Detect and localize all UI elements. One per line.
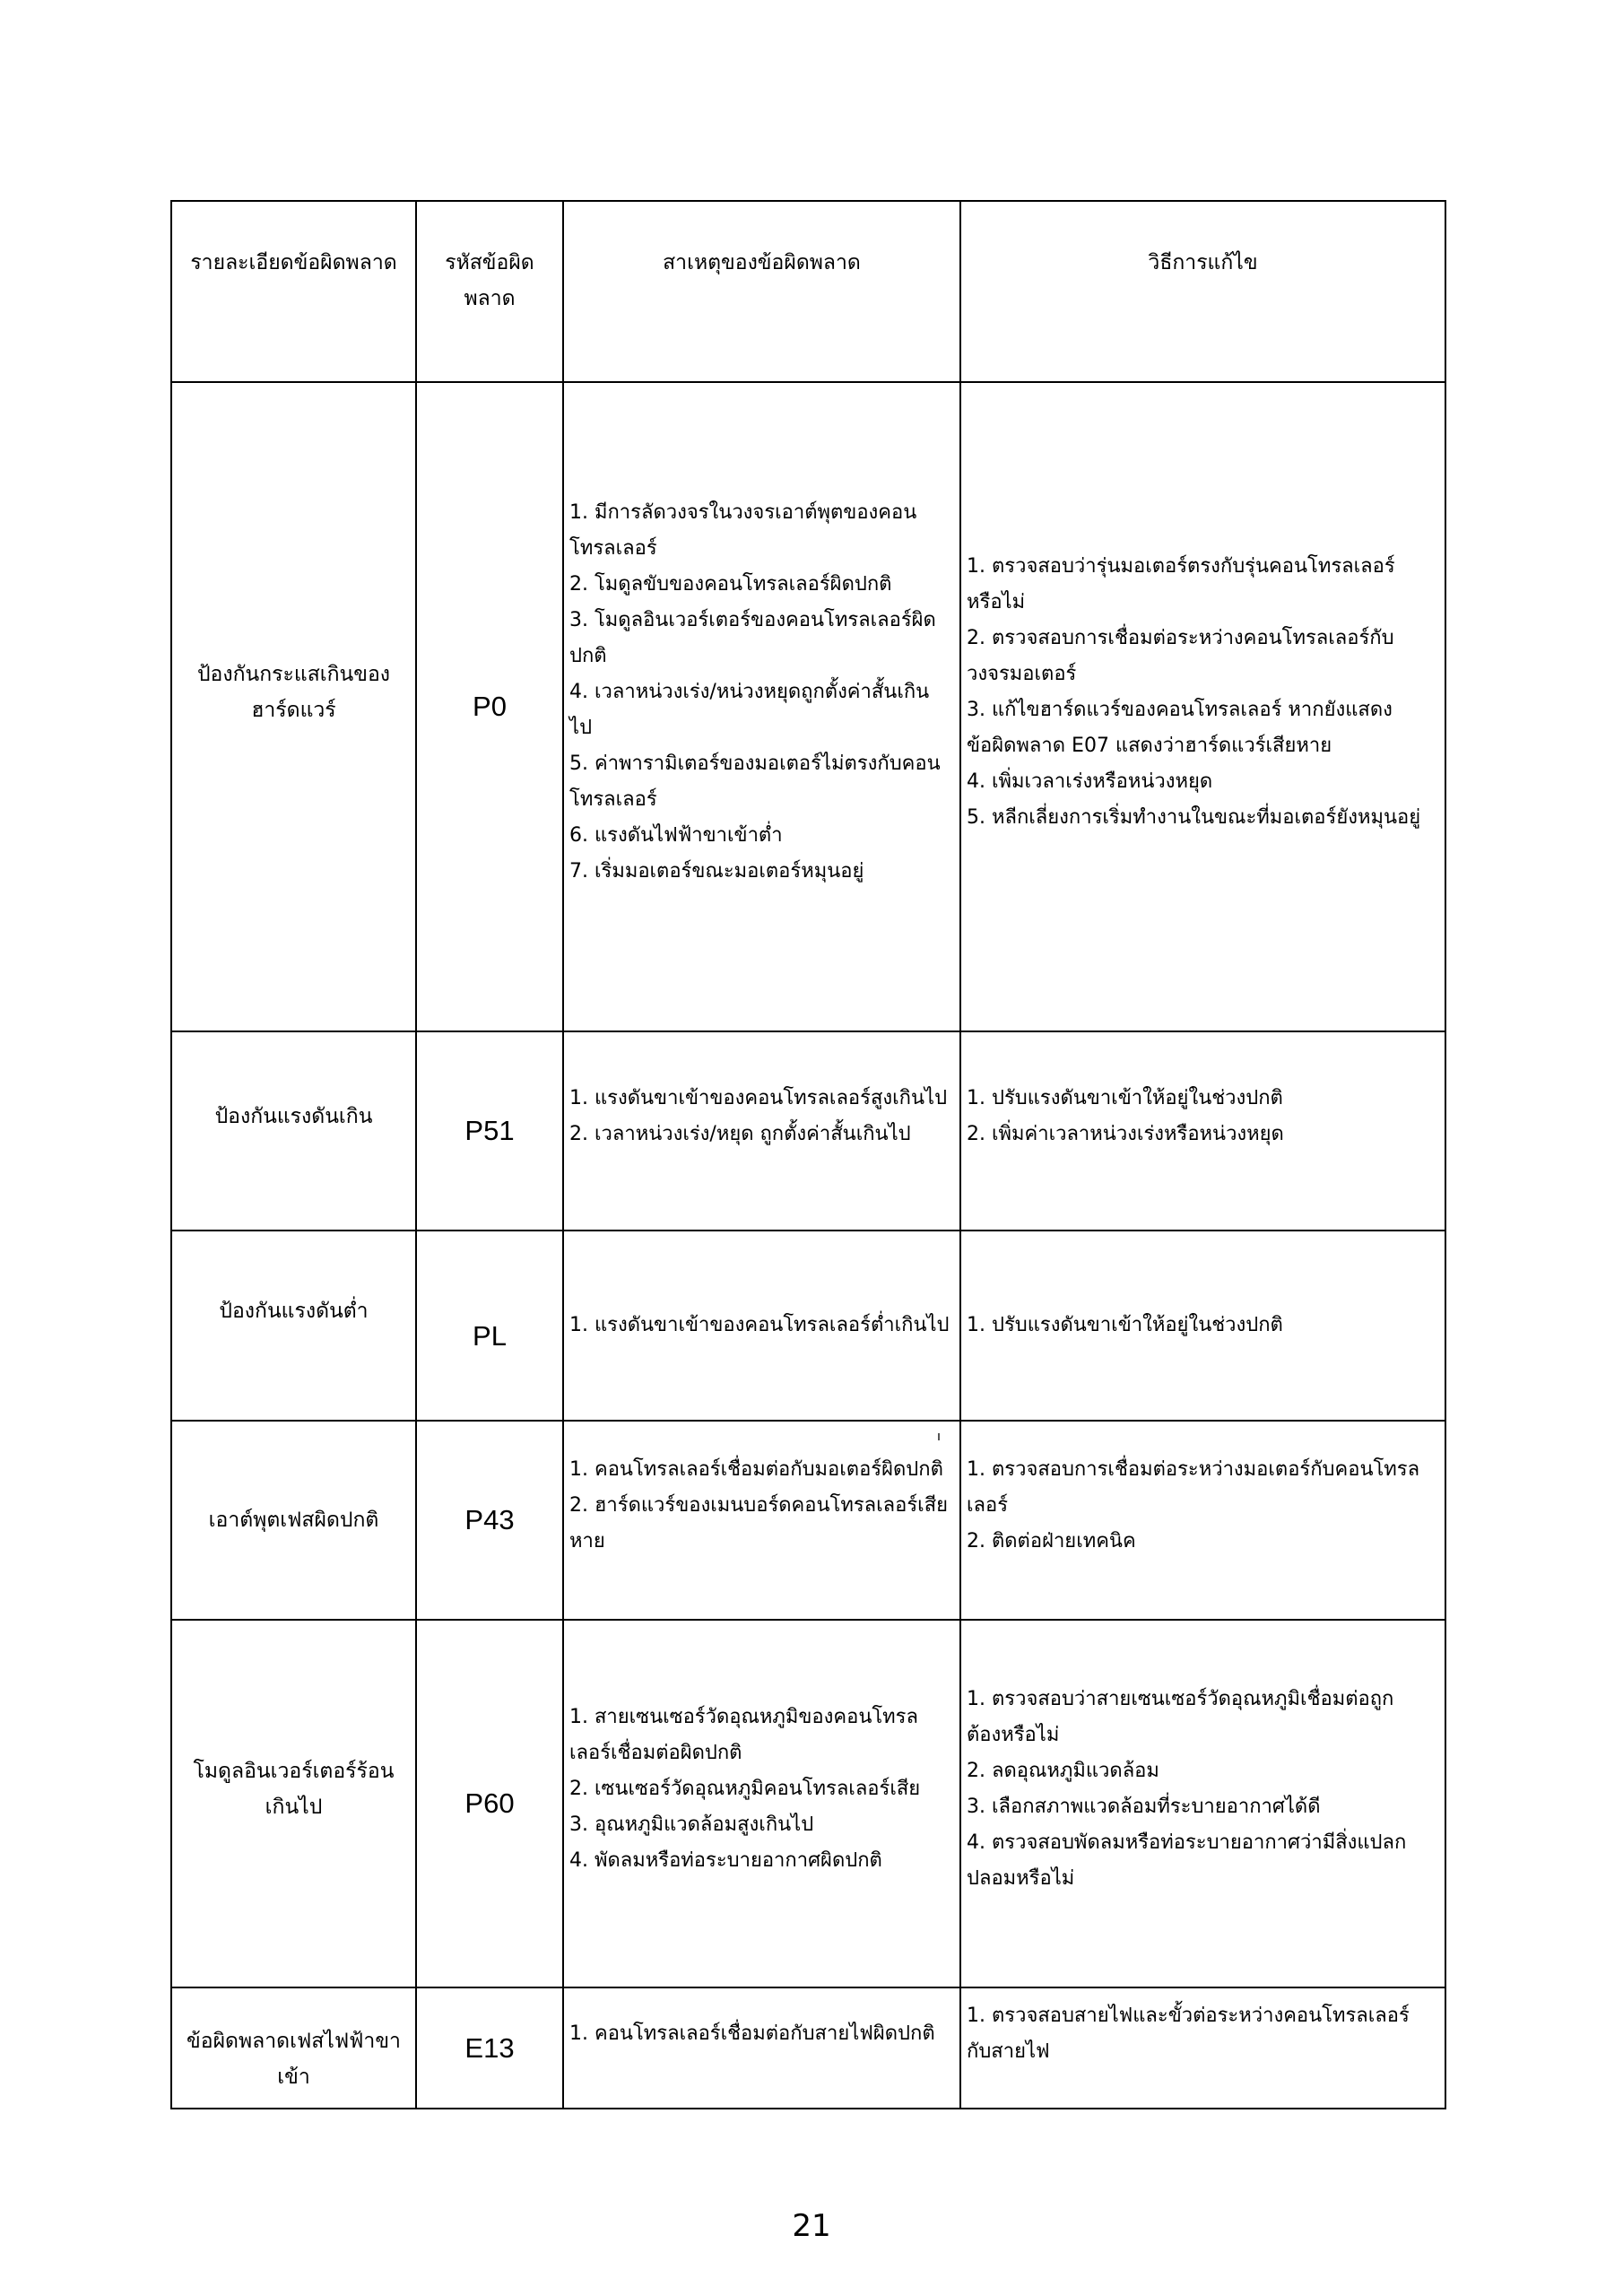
error-description: ป้องกันแรงดันต่ำ: [219, 1300, 369, 1323]
solution-line: หรือไม่: [967, 591, 1026, 613]
solution-list: [967, 1998, 1441, 2070]
table-row: [171, 382, 1445, 1031]
cause-line: 1. คอนโทรลเลอร์เชื่อมต่อกับมอเตอร์ผิดปกติ: [569, 1458, 943, 1481]
error-code: P51: [464, 1115, 515, 1146]
table-row: [171, 1421, 1445, 1620]
solution-line: 4. เพิ่มเวลาเร่งหรือหน่วงหยุด: [967, 770, 1213, 793]
solution-cell: [960, 1231, 1445, 1421]
cause-line: 6. แรงดันไฟฟ้าขาเข้าต่ำ: [569, 824, 783, 847]
error-description: โมดูลอินเวอร์เตอร์ร้อนเกินไป: [193, 1760, 395, 1819]
solution-line: 2. ตรวจสอบการเชื่อมต่อระหว่างคอนโทรลเลอร์กับ: [967, 627, 1394, 649]
cause-line: 5. ค่าพารามิเตอร์ของมอเตอร์ไม่ตรงกับคอน: [569, 752, 941, 775]
solution-line: 1. ตรวจสอบการเชื่อมต่อระหว่างมอเตอร์กับคอนโทรล: [967, 1458, 1420, 1481]
solution-line: กับสายไฟ: [967, 2039, 1050, 2063]
cause-cell: [563, 1987, 960, 2109]
solution-line: 2. เพิ่มค่าเวลาหน่วงเร่งหรือหน่วงหยุด: [967, 1123, 1284, 1145]
cause-line: 2. เวลาหน่วงเร่ง/หยุด ถูกตั้งค่าสั้นเกินไป: [569, 1123, 911, 1145]
solution-cell: [960, 1421, 1445, 1620]
stray-mark: [938, 1433, 940, 1440]
error-code: P43: [464, 1504, 515, 1535]
solution-line: 2. ติดต่อฝ่ายเทคนิค: [967, 1530, 1136, 1552]
cause-cell: [563, 1031, 960, 1231]
header-code: [416, 201, 563, 382]
solution-line: 3. แก้ไขฮาร์ดแวร์ของคอนโทรลเลอร์ หากยังแสดง: [967, 699, 1393, 721]
error-code-cell: [416, 1421, 563, 1620]
header-cause: สาเหตุของข้อผิดพลาด: [563, 201, 960, 382]
solution-cell: [960, 1987, 1445, 2109]
table-row: [171, 1031, 1445, 1231]
solution-line: ปลอมหรือไม่: [967, 1867, 1075, 1890]
solution-line: วงจรมอเตอร์: [967, 663, 1077, 685]
cause-list: [569, 495, 956, 890]
table-header-row: [171, 201, 1445, 382]
solution-cell: [960, 1031, 1445, 1231]
error-description-cell: [171, 382, 416, 1031]
error-code: PL: [473, 1320, 507, 1352]
solution-line: 4. ตรวจสอบพัดลมหรือท่อระบายอากาศว่ามีสิ่งแปลก: [967, 1831, 1407, 1854]
cause-line: เลอร์เชื่อมต่อผิดปกติ: [569, 1742, 742, 1764]
solution-line: ต้องหรือไม่: [967, 1724, 1060, 1746]
cause-line: หาย: [569, 1530, 605, 1552]
cause-line: โทรลเลอร์: [569, 788, 657, 811]
solution-cell: [960, 382, 1445, 1031]
cause-line: 2. เซนเซอร์วัดอุณหภูมิคอนโทรลเลอร์เสีย: [569, 1778, 921, 1800]
error-code-cell: [416, 1231, 563, 1421]
error-code: E13: [464, 2031, 515, 2064]
error-description: เอาต์พุตเฟสผิดปกติ: [208, 1509, 379, 1532]
solution-line: 1. ตรวจสอบว่ารุ่นมอเตอร์ตรงกับรุ่นคอนโทรลเลอร์: [967, 555, 1395, 578]
error-code-table: [170, 200, 1446, 2109]
page-number: 21: [792, 2208, 831, 2244]
solution-list: [967, 1081, 1441, 1152]
error-code-cell: [416, 1031, 563, 1231]
error-description-cell: [171, 1231, 416, 1421]
table-row: [171, 1620, 1445, 1987]
solution-list: [967, 1308, 1441, 1344]
solution-line: 1. ปรับแรงดันขาเข้าให้อยู่ในช่วงปกติ: [967, 1087, 1283, 1109]
cause-line: โทรลเลอร์: [569, 537, 657, 560]
error-code: P0: [473, 691, 507, 722]
cause-line: 7. เริ่มมอเตอร์ขณะมอเตอร์หมุนอยู่: [569, 860, 864, 883]
error-code-cell: [416, 1620, 563, 1987]
cause-line: 3. อุณหภูมิแวดล้อมสูงเกินไป: [569, 1813, 814, 1836]
cause-line: 2. ฮาร์ดแวร์ของเมนบอร์ดคอนโทรลเลอร์เสีย: [569, 1494, 949, 1517]
cause-line: 2. โมดูลขับของคอนโทรลเลอร์ผิดปกติ: [569, 573, 892, 596]
header-description: รายละเอียดข้อผิดพลาด: [171, 201, 416, 382]
error-code-cell: [416, 382, 563, 1031]
cause-line: 1. แรงดันขาเข้าของคอนโทรลเลอร์ต่ำเกินไป: [569, 1314, 950, 1336]
cause-cell: [563, 1620, 960, 1987]
cause-list: [569, 1700, 956, 1879]
cause-cell: [563, 1421, 960, 1620]
solution-list: [967, 1682, 1441, 1897]
solution-line: 1. ตรวจสอบว่าสายเซนเซอร์วัดอุณหภูมิเชื่อมต่อถูก: [967, 1688, 1394, 1710]
solution-line: 1. ปรับแรงดันขาเข้าให้อยู่ในช่วงปกติ: [967, 1314, 1283, 1336]
cause-cell: [563, 1231, 960, 1421]
cause-line: 1. คอนโทรลเลอร์เชื่อมต่อกับสายไฟผิดปกติ: [569, 2022, 935, 2045]
solution-line: 5. หลีกเลี่ยงการเริ่มทำงานในขณะที่มอเตอร์ยังหมุนอยู่: [967, 806, 1421, 829]
cause-list: [569, 1308, 956, 1344]
error-description-cell: [171, 1421, 416, 1620]
table-body: [171, 382, 1445, 2109]
solution-list: [967, 1452, 1441, 1560]
cause-line: 1. สายเซนเซอร์วัดอุณหภูมิของคอนโทรล: [569, 1706, 918, 1728]
error-description-cell: [171, 1031, 416, 1231]
table-row: [171, 1231, 1445, 1421]
cause-list: [569, 1452, 956, 1560]
header-solution: วิธีการแก้ไข: [960, 201, 1445, 382]
cause-line: 1. มีการลัดวงจรในวงจรเอาต์พุตของคอน: [569, 501, 917, 524]
cause-list: [569, 2016, 956, 2052]
cause-line: 1. แรงดันขาเข้าของคอนโทรลเลอร์สูงเกินไป: [569, 1087, 948, 1109]
solution-line: 3. เลือกสภาพแวดล้อมที่ระบายอากาศได้ดี: [967, 1796, 1321, 1818]
error-description: ข้อผิดพลาดเฟสไฟฟ้าขาเข้า: [187, 2029, 401, 2089]
error-description: ป้องกันกระแสเกินของฮาร์ดแวร์: [196, 663, 391, 722]
cause-line: 4. พัดลมหรือท่อระบายอากาศผิดปกติ: [569, 1849, 882, 1872]
cause-list: [569, 1081, 956, 1152]
cause-line: ไป: [569, 717, 593, 739]
cause-cell: [563, 382, 960, 1031]
header-code-text: รหัสข้อผิดพลาด: [445, 251, 534, 310]
solution-line: ข้อผิดพลาด E07 แสดงว่าฮาร์ดแวร์เสียหาย: [967, 735, 1332, 757]
cause-line: 3. โมดูลอินเวอร์เตอร์ของคอนโทรลเลอร์ผิด: [569, 609, 936, 631]
table-row: [171, 1987, 1445, 2109]
cause-line: ปกติ: [569, 645, 607, 667]
solution-line: 2. ลดอุณหภูมิแวดล้อม: [967, 1760, 1159, 1782]
error-description: ป้องกันแรงดันเกิน: [214, 1105, 373, 1128]
error-code: P60: [464, 1787, 515, 1819]
error-description-cell: [171, 1987, 416, 2109]
error-code-cell: [416, 1987, 563, 2109]
cause-line: 4. เวลาหน่วงเร่ง/หน่วงหยุดถูกตั้งค่าสั้นเกิน: [569, 681, 930, 703]
solution-cell: [960, 1620, 1445, 1987]
error-description-cell: [171, 1620, 416, 1987]
solution-line: 1. ตรวจสอบสายไฟและขั้วต่อระหว่างคอนโทรลเลอร์: [967, 2004, 1410, 2027]
solution-line: เลอร์: [967, 1494, 1009, 1517]
solution-list: [967, 549, 1441, 836]
